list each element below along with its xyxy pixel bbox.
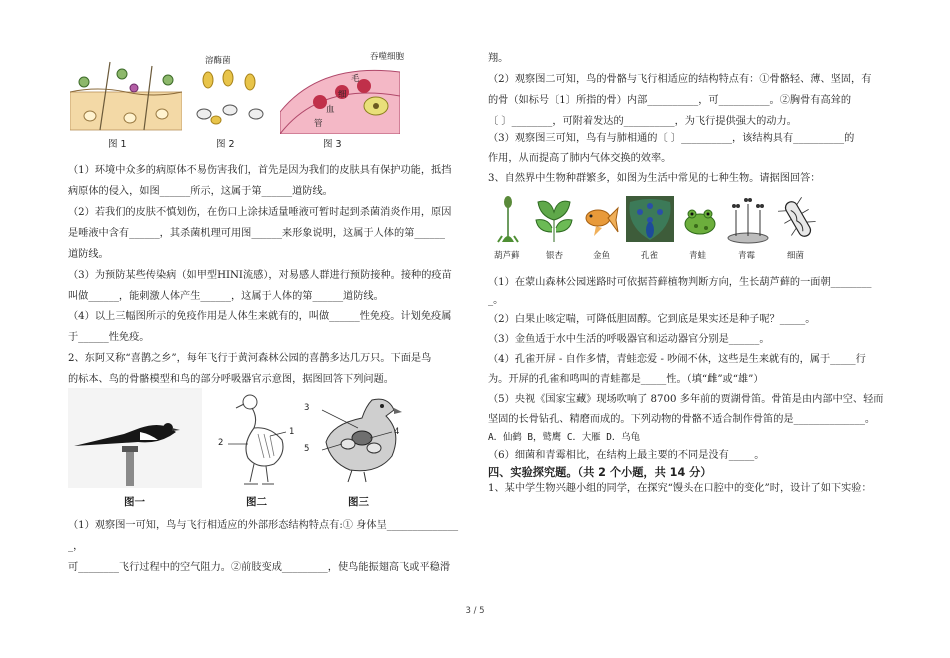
organism-label: 青蛙 [689,251,707,261]
text-line: （6）细菌和青霉相比，在结构上最主要的不同是没有_____。 [488,450,765,461]
bird-figure-3-respiration [312,388,412,488]
text-line: （3）观察图三可知，鸟有与肺相通的〔 〕__________，该结构具有__________的 [488,133,855,144]
text-line: 〔 〕________，可附着发达的__________，为飞行提供强大的动力。 [488,116,797,127]
bird-figure-2-skeleton [214,388,308,488]
organism-label: 青霉 [738,251,756,261]
organism-moss-image [492,192,524,244]
figure-1-caption: 图 1 [108,139,127,150]
bird-figure-1-caption: 图一 [124,496,145,508]
section-heading: 四、实验探究题。（共 2 个小题，共 14 分） [488,466,712,479]
skeleton-number-1: 1 [289,427,295,437]
organism-label: 金鱼 [593,251,611,261]
text-line: 坚固的长骨钻孔、精磨而成的。下列动物的骨骼不适合制作骨笛的是______________。 [488,414,876,425]
text-line: （3）为预防某些传染病（如甲型HINI流感），对易感人群进行预防接种。接种的疫苗 [68,270,452,281]
figure-3-caption: 图 3 [323,139,342,150]
figure-2-lysozyme [186,58,276,128]
text-line: 的标本、鸟的骨骼模型和鸟的部分呼吸器官示意图，据图回答下列问题。 [68,374,394,385]
organism-peacock-image [626,196,674,242]
text-line: （2）白果止咳定喘，可降低胆固醇。它到底是果实还是种子呢？_____。 [488,314,816,325]
respiration-number-5: 5 [304,444,310,454]
text-line: （2）观察图二可知，鸟的骨骼与飞行相适应的结构特点有：①骨骼轻、薄、坚固，有 [488,74,872,85]
respiration-number-3: 3 [304,403,310,413]
text-line: （2）若我们的皮肤不慎划伤，在伤口上涂抹适量唾液可暂时起到杀菌消炎作用，原因 [68,207,452,218]
text-line: 叫做______，能刺激人体产生______，这属于人体的第______道防线。 [68,291,384,302]
bird-figure-1-magpie [68,388,202,488]
text-line: _， [68,541,84,552]
text-line: 为。开屏的孔雀和鸣叫的青蛙都是_____性。（填“雌”或“雄”） [488,374,764,385]
organism-goldfish-image [582,200,620,240]
text-line: 翔。 [488,53,509,64]
figure-2-caption: 图 2 [216,139,235,150]
figure-3-label-3: 血 [326,105,335,115]
bird-figure-3-caption: 图三 [348,496,369,508]
figure-3-label-4: 管 [314,119,323,129]
respiration-number-4: 4 [394,427,400,437]
text-line: 作用，从而提高了肺内气体交换的效率。 [488,153,672,164]
text-line: 道防线。 [68,249,109,260]
text-line: 的骨（如标号〔1〕所指的骨）内部__________，可__________。②胸骨有高耸的 [488,95,852,106]
text-line: （4）孔雀开屏 - 自作多情，青蛙恋爱 - 吵闹不休，这些是生来就有的，属于_____行 [488,354,866,365]
bird-figure-2-caption: 图二 [246,496,267,508]
organism-bacterium-image [778,194,818,244]
figure-3-label-phagocyte: 吞噬细胞 [370,52,405,62]
text-line: （3）金鱼适于水中生活的呼吸器官和运动器官分别是______。 [488,334,770,345]
organism-label: 细菌 [787,251,805,261]
text-line: 2、东阿又称“喜鹊之乡”，每年飞行于黄河森林公园的喜鹊多达几万只。下面是鸟 [68,353,432,364]
text-line: （4）以上三幅图所示的免疫作用是人体生来就有的，叫做______性免疫。计划免疫属 [68,311,452,322]
skeleton-number-2: 2 [218,438,224,448]
organism-label: 孔雀 [641,251,659,261]
text-line: 是唾液中含有______，其杀菌机理可用图______来形象说明，这属于人体的第______ [68,228,445,239]
text-line: 1、某中学生物兴趣小组的同学，在探究“馒头在口腔中的变化”时，设计了如下实验： [488,483,872,494]
figure-3-label-1: 毛 [351,74,360,84]
organism-frog-image [680,200,720,240]
text-line: （5）央视《国家宝藏》现场吹响了 8700 多年前的贾湖骨笛。骨笛是由内部中空、轻而 [488,394,884,405]
figure-3-label-2: 细 [338,90,347,100]
organism-label: 葫芦藓 [494,251,520,261]
text-line: 3、自然界中生物种群繁多，如图为生活中常见的七种生物。请据图回答： [488,173,821,184]
text-line: （1）环境中众多的病原体不易伤害我们，首先是因为我们的皮肤具有保护功能，抵挡 [68,165,452,176]
text-line: 于______性免疫。 [68,332,150,343]
organism-ginkgo-image [532,192,576,244]
text-line: A．仙鹤 B，鹫鹰 C．大雁 D．乌龟 [488,432,641,443]
organism-label: 银杏 [546,251,564,261]
organism-penicillium-image [726,194,770,244]
figure-1-skin [70,52,182,132]
text-line: （1）在蒙山森林公园迷路时可依据苔藓植物判断方向，生长葫芦藓的一面朝________ [488,277,872,288]
text-line: （1）观察图一可知，鸟与飞行相适应的外部形态结构特点有:① 身体呈______________ [68,520,459,531]
text-line: 病原体的侵入，如图______所示，这属于第______道防线。 [68,186,333,197]
text-line: _。 [488,295,504,306]
figure-2-label: 溶酶菌 [205,56,231,66]
text-line: 可________飞行过程中的空气阻力。②前肢变成_________，使鸟能振翅高飞或平稳滑 [68,562,451,573]
page-number: 3 / 5 [465,606,485,616]
